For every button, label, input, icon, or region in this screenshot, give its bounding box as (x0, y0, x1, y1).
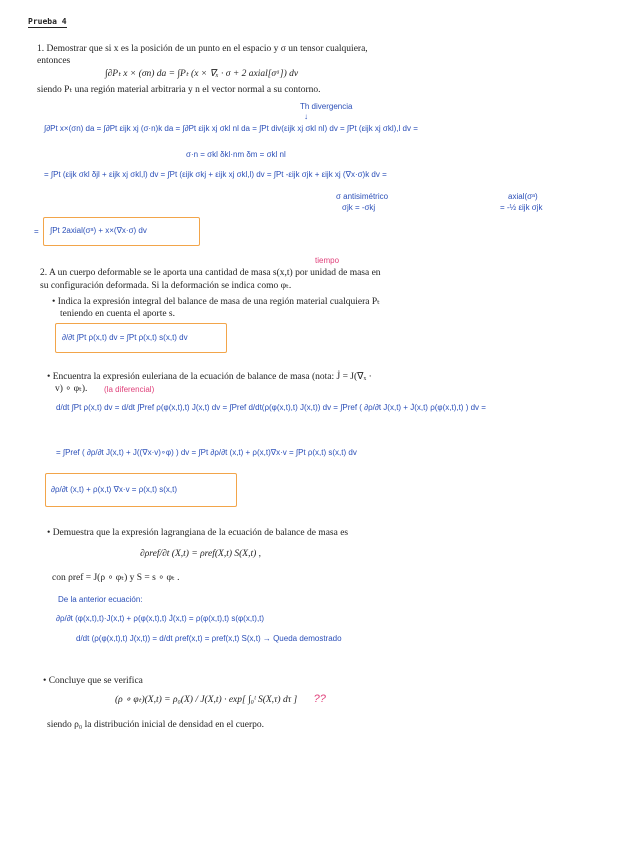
note-divergence: Th divergencia (300, 102, 353, 111)
q2-bullet3-line2: con ρref = J(ρ ∘ φₜ) y S = s ∘ φₜ . (52, 573, 180, 583)
q2-bullet3-answer-intro: De la anterior ecuación: (58, 595, 143, 604)
q2-bullet4-note: ?? (313, 693, 326, 705)
ans1-note-sn: σ·n = σkl δkl·nm δm = σkl nl (186, 150, 286, 159)
ans1-note-antisym: σ antisimétrico (336, 192, 389, 201)
q1-statement-line1: 1. Demostrar que si x es la posición de un punto en el espacio y σ un tensor cualquiera, (37, 44, 368, 54)
page-title: Prueba 4 (28, 17, 67, 26)
q2-bullet2-answer-box (45, 473, 237, 507)
q2-statement-line1: 2. A un cuerpo deformable se le aporta una cantidad de masa s(x,t) por unidad de masa en (40, 268, 381, 278)
ans1-result: ∫Pt 2axial(σᵃ) + x×(∇x·σ) dv (50, 226, 147, 235)
q2-bullet2-answer: ∂ρ/∂t (x,t) + ρ(x,t) ∇x·v = ρ(x,t) s(x,t) (51, 485, 178, 494)
q2-bullet1-answer-box (55, 323, 227, 353)
q2-bullet2-line1: • Encuentra la expresión euleriana de la ecuación de balance de masa (nota: J̇ = J(∇ₓ · (47, 372, 372, 382)
q2-bullet1-line2: teniendo en cuenta el aporte s. (60, 309, 176, 319)
q2-bullet1-line1: • Indica la expresión integral del balance de masa de una región material cualquiera Pₜ (52, 297, 380, 307)
q2-bullet3-formula: ∂ρref/∂t (X,t) = ρref(X,t) S(X,t) , (140, 549, 262, 559)
ans1-note-axial-eq: = -½ εijk σjk (500, 203, 543, 212)
ans1-result-box (43, 217, 200, 246)
q2-bullet2-row1: d/dt ∫Pt ρ(x,t) dv = d/dt ∫Pref ρ(φ(x,t),t) J(x,t) dv = ∫Pref d/dt(ρ(φ(x,t),t) J(x,t)) dv = ∫Pref ( ∂ρ/∂t J(x,t) + J̇(x,t) ρ(φ(x,t),t) ) dv = (56, 403, 486, 412)
q2-bullet2-note: (la diferencial) (104, 385, 155, 394)
q2-bullet1-answer: ∂/∂t ∫Pt ρ(x,t) dv = ∫Pt ρ(x,t) s(x,t) dv (62, 333, 188, 342)
ans1-note-axial: axial(σᵃ) (508, 192, 538, 201)
q2-bullet3-answer-row2: d/dt (ρ(φ(x,t),t) J(x,t)) = d/dt ρref(x,t) = ρref(x,t) S(x,t) → Queda demostrado (76, 634, 342, 643)
note-tiempo: tiempo (315, 256, 340, 265)
q1-statement-line3: siendo Pₜ una región material arbitraria y n el vector normal a su contorno. (37, 85, 321, 95)
q2-bullet3-line1: • Demuestra que la expresión lagrangiana de la ecuación de balance de masa es (47, 528, 349, 538)
q2-bullet4-formula-row (115, 694, 326, 706)
arrow-down-icon: ↓ (304, 112, 308, 121)
q2-bullet2-row2: = ∫Pref ( ∂ρ/∂t J(x,t) + J((∇x·v)∘φ) ) dv = ∫Pt ∂ρ/∂t (x,t) + ρ(x,t)∇x·v = ∫Pt ρ(x,t) s(x,t) dv (56, 448, 357, 457)
q2-statement-line2: su configuración deformada. Si la deformación se indica como φₜ. (40, 281, 292, 291)
ans1-equals: = (34, 227, 39, 236)
q2-bullet3-answer-row1: ∂ρ/∂t (φ(x,t),t)·J(x,t) + ρ(φ(x,t),t) J̇(x,t) = ρ(φ(x,t),t) s(φ(x,t),t) (56, 614, 265, 623)
q2-bullet2-line2: v) ∘ φₜ). (55, 384, 88, 394)
q1-formula: ∫∂Pₜ x × (σn) da = ∫Pₜ (x × ∇ₓ · σ + 2 axial[σᵃ]) dv (105, 69, 299, 79)
q2-bullet4-line1: • Concluye que se verifica (43, 676, 143, 686)
q1-statement-line2: entonces (37, 56, 71, 66)
q2-bullet4-line2: siendo ρ₀ la distribución inicial de densidad en el cuerpo. (47, 720, 264, 730)
ans1-row2: = ∫Pt (εijk σkl δjl + εijk xj σkl,l) dv = ∫Pt (εijk σkj + εijk xj σkl,l) dv = ∫Pt -εijk σjk + εijk xj (∇x·σ)k dv = (44, 170, 387, 179)
ans1-note-antisym-eq: σjk = -σkj (342, 203, 376, 212)
q2-bullet4-formula: (ρ ∘ φₜ)(X,t) = ρ₀(X) / J(X,t) · exp[ ∫₀ᵗ S(X,τ) dτ ] (115, 695, 298, 705)
ans1-row1: ∫∂Pt x×(σn) da = ∫∂Pt εijk xj (σ·n)k da = ∫∂Pt εijk xj σkl nl da = ∫Pt div(εijk xj σkl nl) dv = ∫Pt (εijk xj σkl),l dv = (44, 124, 418, 133)
